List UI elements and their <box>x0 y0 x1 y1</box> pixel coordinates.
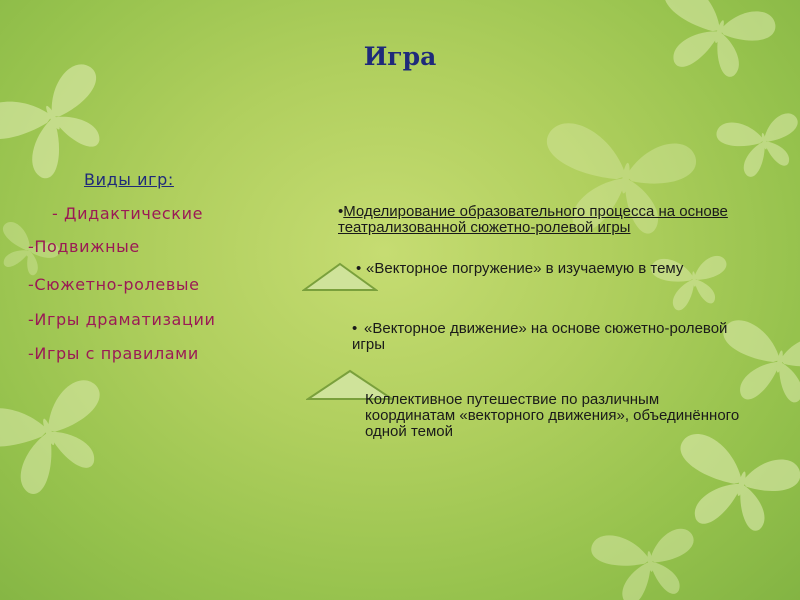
point-vector-movement <box>352 321 752 353</box>
list-item: -Игры с правилами <box>28 344 199 363</box>
list-item: - Дидактические <box>52 204 204 223</box>
butterfly-icon <box>664 430 800 544</box>
list-item: -Игры драматизации <box>28 310 216 329</box>
list-item: -Подвижные <box>28 237 140 256</box>
point-modeling <box>338 204 738 236</box>
slide-title: Игра <box>363 42 437 71</box>
point-vector-movement-text: «Векторное движение» на основе сюжетно-ролевой игры <box>352 320 728 353</box>
game-types-heading: Виды игр: <box>84 170 174 189</box>
bullet: • <box>338 203 344 220</box>
point-vector-immersion-text: «Векторное погружение» в изучаемую в тему <box>366 260 684 277</box>
point-collective-journey: Коллективное путешествие по различным координатам «векторного движения», объединённого одной темой <box>365 391 740 440</box>
point-modeling-text: Моделирование образовательного процесса на основе театрализованной сюжетно-ролевой игры <box>338 203 728 236</box>
point-vector-immersion <box>356 261 776 277</box>
list-item: -Сюжетно-ролевые <box>28 275 200 294</box>
bullet: • <box>356 260 362 277</box>
bullet: • <box>352 320 358 337</box>
butterfly-icon <box>0 371 125 508</box>
butterfly-icon <box>590 524 702 600</box>
butterfly-icon <box>714 109 800 183</box>
